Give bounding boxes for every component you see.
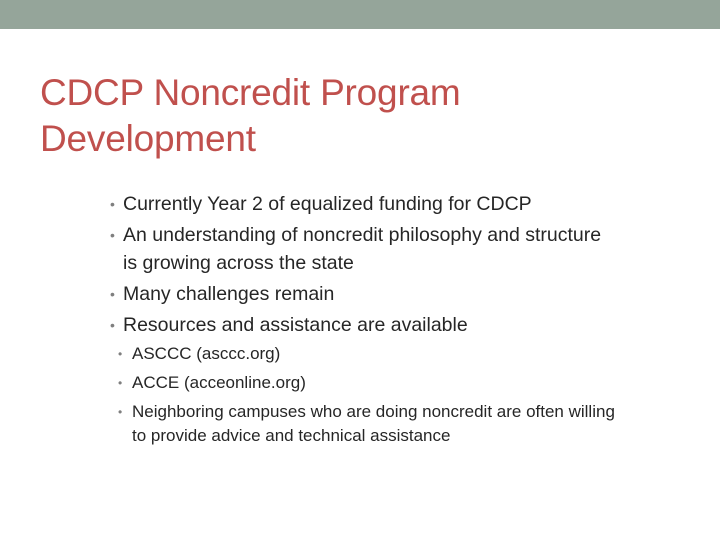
sub-bullet-item: [0, 400, 632, 448]
top-accent-bar: [0, 0, 720, 29]
sub-bullet-item: [0, 342, 632, 366]
bullet-item: [0, 280, 603, 308]
sub-bullet-text: Neighboring campuses who are doing noncredit are often willing to provide advice and technical assistance: [132, 402, 615, 445]
bullet-dot-icon: •: [118, 347, 123, 361]
bullet-item: [0, 190, 603, 218]
bullet-dot-icon: •: [110, 227, 115, 243]
sub-bullet-group: [0, 342, 720, 448]
bullet-dot-icon: •: [110, 286, 115, 302]
bullet-dot-icon: •: [118, 405, 123, 419]
bullet-text: Currently Year 2 of equalized funding for CDCP: [123, 193, 532, 215]
sub-bullet-item: [0, 371, 632, 395]
bullet-list: [0, 190, 720, 453]
slide-title: CDCP Noncredit Program Development: [40, 72, 461, 159]
bullet-text: Many challenges remain: [123, 283, 335, 305]
sub-bullet-text: ASCCC (asccc.org): [132, 344, 281, 363]
bullet-item: [0, 221, 603, 277]
bullet-dot-icon: •: [110, 317, 115, 333]
bullet-text: An understanding of noncredit philosophy and structure is growing across the state: [123, 224, 602, 274]
bullet-text: Resources and assistance are available: [123, 314, 468, 336]
bullet-dot-icon: •: [118, 376, 123, 390]
sub-bullet-text: ACCE (acceonline.org): [132, 373, 306, 392]
bullet-item: [0, 311, 603, 339]
bullet-dot-icon: •: [110, 196, 115, 212]
sub-bullet-list: [0, 342, 720, 448]
